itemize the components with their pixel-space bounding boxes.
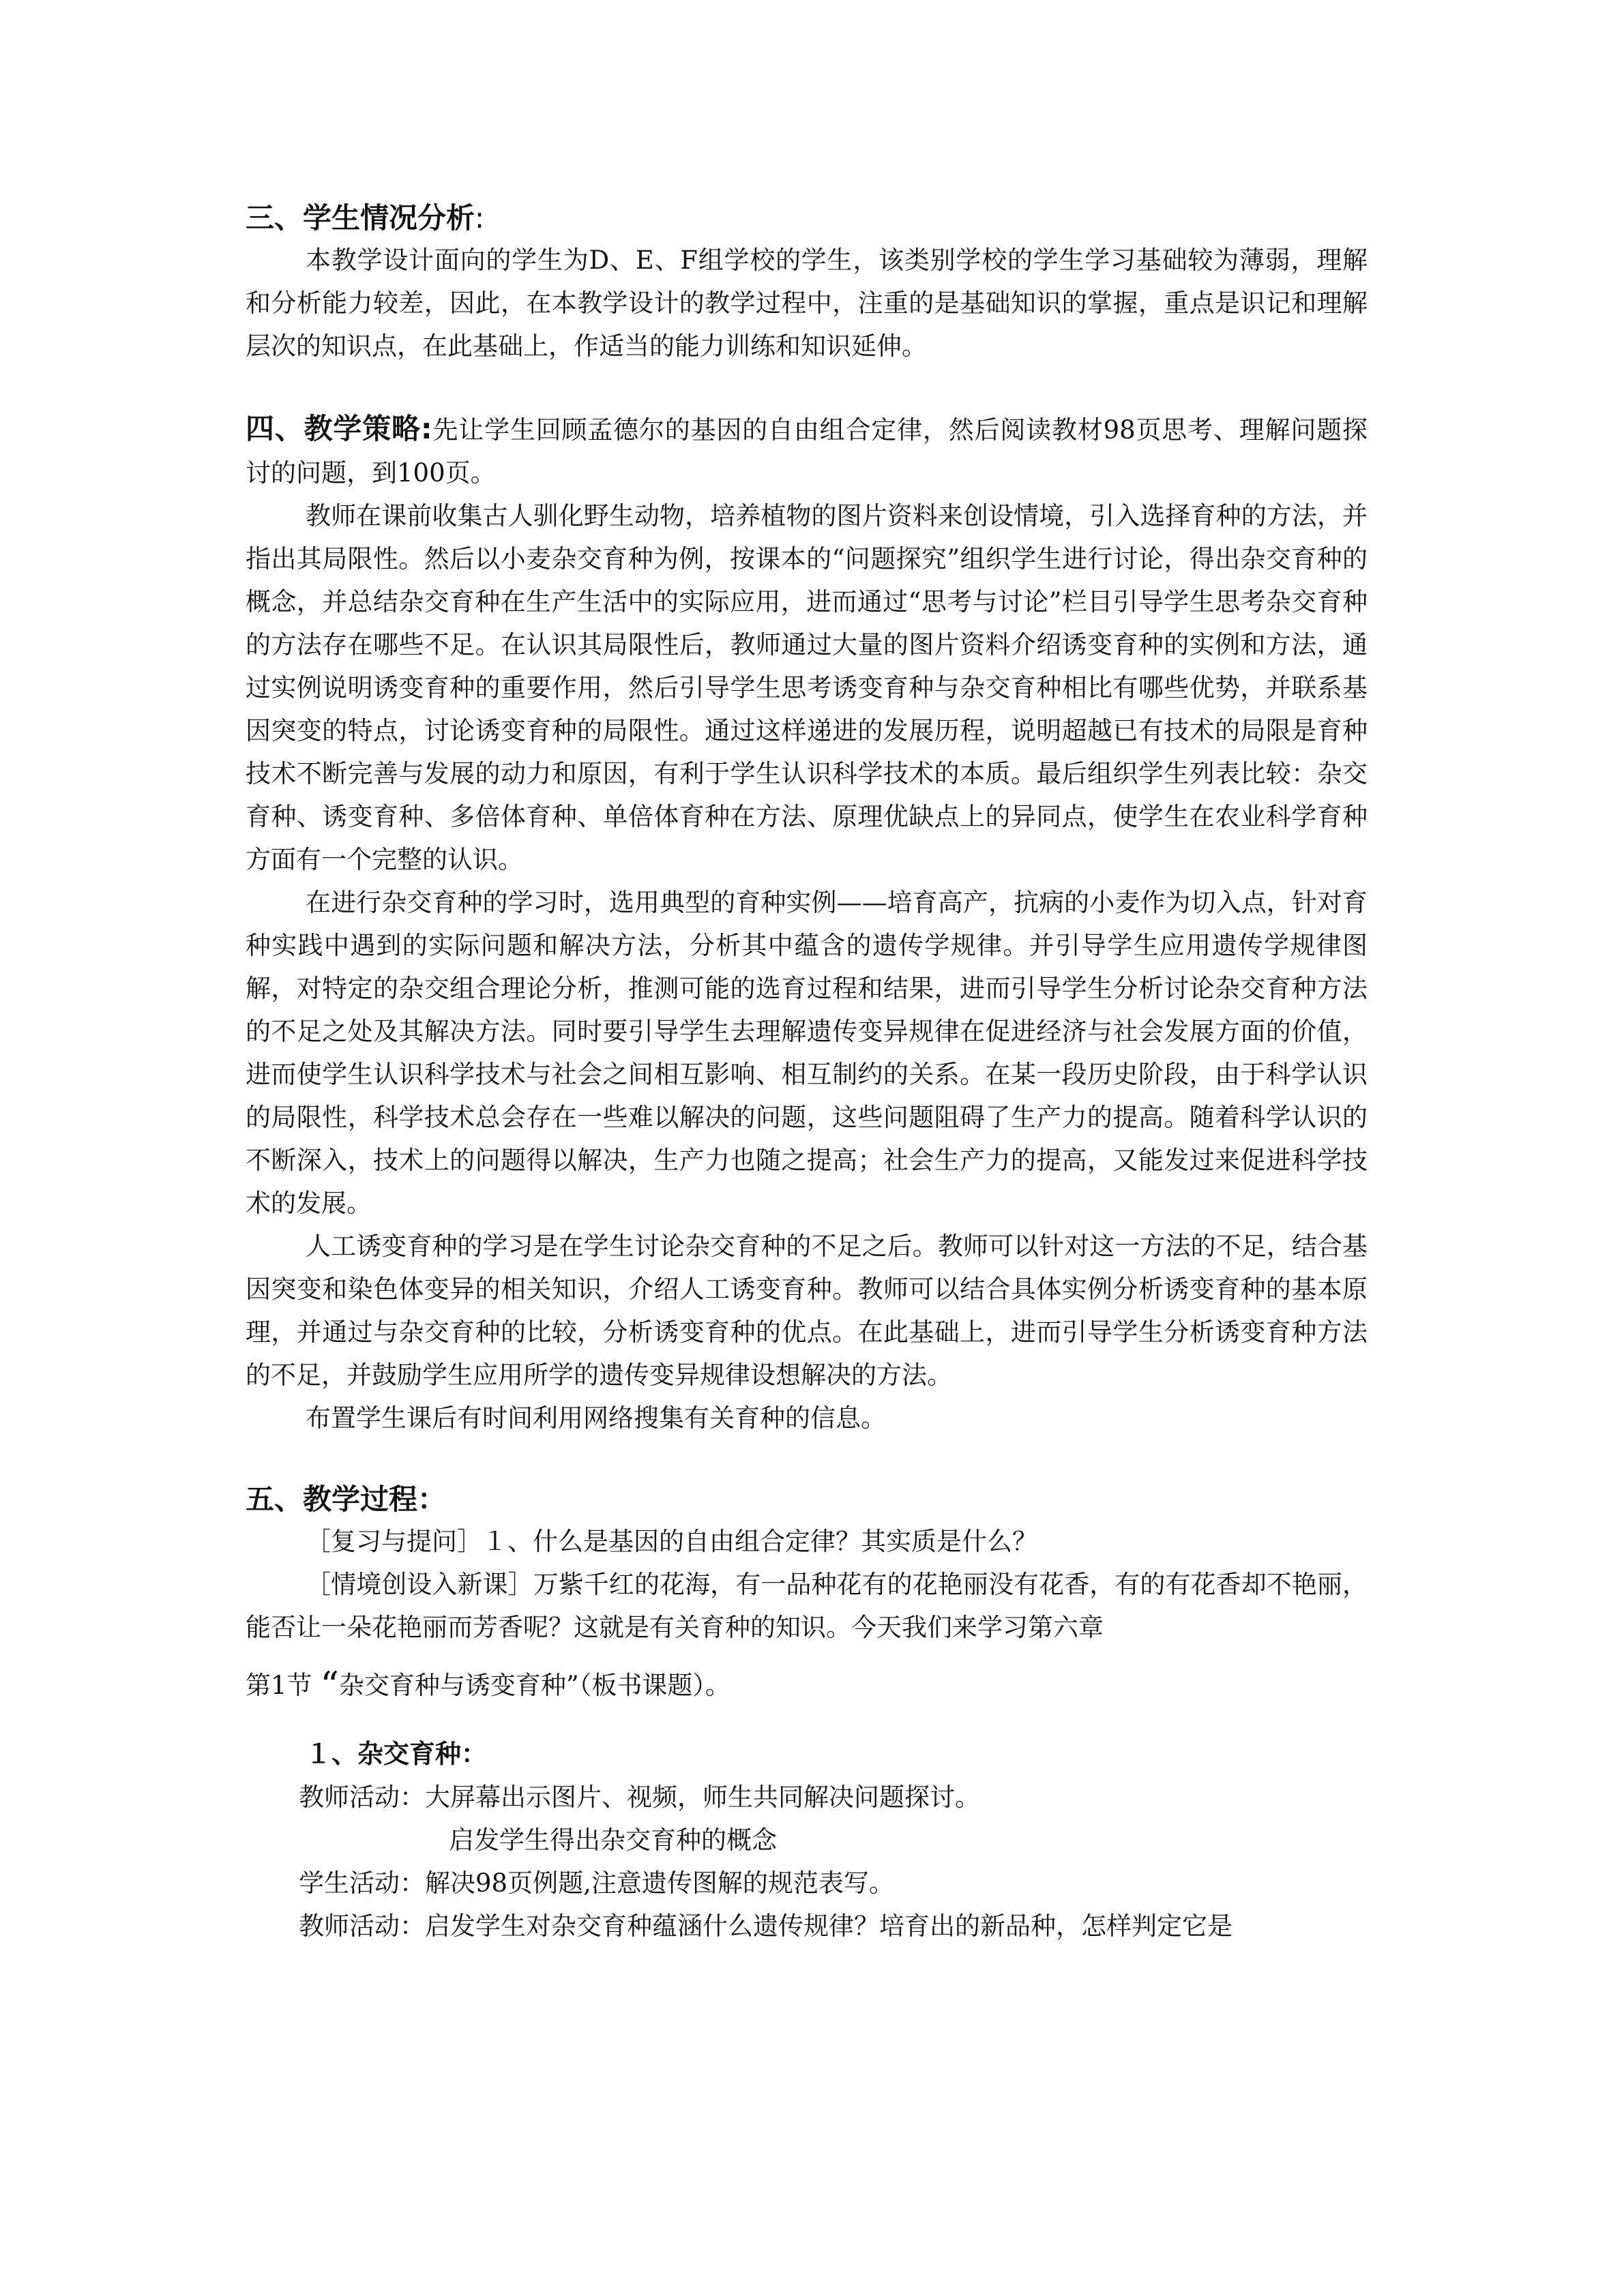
section-5-colon: ： bbox=[417, 1482, 447, 1516]
section-5-title: 五、教学过程 bbox=[246, 1482, 418, 1516]
section-4-colon: : bbox=[420, 412, 432, 445]
strategy-paragraph-1: 教师在课前收集古人驯化野生动物，培养植物的图片资料来创设情境，引入选择育种的方法，并指出其局限性。然后以小麦杂交育种为例，按课本的“问题探究”组织学生进行讨论，得出杂交育种的概念，并总结杂交育种在生产生活中的实际应用，进而通过“思考与讨论”栏目引导学生思考杂交育种的方法存在哪些不足。在认识其局限性后，教师通过大量的图片资料介绍诱变育种的实例和方法，通过实例说明诱变育种的重要作用，然后引导学生思考诱变育种与杂交育种相比有哪些优势，并联系基因突变的特点，讨论诱变育种的局限性。通过这样递进的发展历程，说明超越已有技术的局限是育种技术不断完善与发展的动力和原因，有利于学生认识科学技术的本质。最后组织学生列表比较：杂交育种、诱变育种、多倍体育种、单倍体育种在方法、原理优缺点上的异同点，使学生在农业科学育种方面有一个完整的认识。 bbox=[246, 501, 1368, 874]
chapter-title-line bbox=[246, 1664, 1368, 1707]
teacher-activity-label: 教师活动： bbox=[299, 1911, 425, 1941]
student-activity-text: 解决98页例题,注意遗传图解的规范表写。 bbox=[425, 1868, 894, 1898]
strategy-paragraph-4: 布置学生课后有时间利用网络搜集有关育种的信息。 bbox=[306, 1403, 886, 1433]
document-body bbox=[246, 198, 1368, 1948]
chapter-title: 杂交育种与诱变育种 bbox=[338, 1671, 566, 1700]
strategy-paragraph-2: 在进行杂交育种的学习时，选用典型的育种实例——培育高产，抗病的小麦作为切入点，针对育种实践中遇到的实际问题和解决方法，分析其中蕴含的遗传学规律。并引导学生应用遗传学规律图解，对特定的杂交组合理论分析，推测可能的选育过程和结果，进而引导学生分析讨论杂交育种方法的不足之处及其解决方法。同时要引导学生去理解遗传变异规律在促进经济与社会发展方面的价值，进而使学生认识科学技术与社会之间相互影响、相互制约的关系。在某一段历史阶段，由于科学认识的局限性，科学技术总会存在一些难以解决的问题，这些问题阻碍了生产力的提高。随着科学认识的不断深入，技术上的问题得以解决，生产力也随之提高；社会生产力的提高，又能发过来促进科学技术的发展。 bbox=[246, 888, 1368, 1218]
section-4-title: 四、教学策略 bbox=[246, 412, 421, 445]
chapter-prefix: 第1节 bbox=[246, 1671, 312, 1700]
spacer bbox=[246, 368, 1368, 407]
teacher-activity-text: 启发学生对杂交育种蕴涵什么遗传规律？培育出的新品种，怎样判定它是 bbox=[425, 1911, 1232, 1941]
teacher-activity-label: 教师活动： bbox=[299, 1783, 425, 1812]
student-activity-label: 学生活动： bbox=[299, 1868, 425, 1898]
section-3-heading bbox=[246, 198, 1368, 239]
teacher-activity-1 bbox=[246, 1776, 1368, 1819]
student-activity-1 bbox=[246, 1862, 1368, 1905]
lesson-intro: ［情境创设入新课］万紫千红的花海，有一品种花有的花艳丽没有花香，有的有花香却不艳丽，能否让一朵花艳丽而芳香呢？这就是有关育种的知识。今天我们来学习第六章 bbox=[246, 1570, 1368, 1642]
section-5-heading bbox=[246, 1479, 1368, 1520]
chapter-suffix: ”（板书课题）。 bbox=[565, 1671, 730, 1700]
section-4-lead-paragraph bbox=[246, 407, 1368, 494]
review-question: ［复习与提问］１、什么是基因的自由组合定律？其实质是什么？ bbox=[306, 1527, 1037, 1556]
teacher-activity-1-continued: 启发学生得出杂交育种的概念 bbox=[449, 1825, 777, 1855]
section-4-lead: 先让学生回顾孟德尔的基因的自由组合定律，然后阅读教材98页思考、理解问题探讨的问题，到100页。 bbox=[246, 415, 1368, 488]
section-3-paragraph: 本教学设计面向的学生为D、E、F组学校的学生，该类别学校的学生学习基础较为薄弱，理解和分析能力较差，因此，在本教学设计的教学过程中，注重的是基础知识的掌握，重点是识记和理解层次的知识点，在此基础上，作适当的能力训练和知识延伸。 bbox=[246, 245, 1368, 361]
teacher-activity-2 bbox=[246, 1905, 1368, 1948]
hybrid-breeding-subheading: １、杂交育种： bbox=[306, 1739, 488, 1769]
strategy-paragraph-3: 人工诱变育种的学习是在学生讨论杂交育种的不足之后。教师可以针对这一方法的不足，结合基因突变和染色体变异的相关知识，介绍人工诱变育种。教师可以结合具体实例分析诱变育种的基本原理，并通过与杂交育种的比较，分析诱变育种的优点。在此基础上，进而引导学生分析诱变育种方法的不足，并鼓励学生应用所学的遗传变异规律设想解决的方法。 bbox=[246, 1232, 1368, 1390]
spacer bbox=[246, 1440, 1368, 1479]
section-3-colon: : bbox=[475, 201, 485, 235]
section-3-title: 三、学生情况分析 bbox=[246, 201, 475, 235]
spacer bbox=[246, 1707, 1368, 1733]
chapter-quote-open: “ bbox=[320, 1664, 339, 1707]
teacher-activity-text: 大屏幕出示图片、视频，师生共同解决问题探讨。 bbox=[425, 1783, 980, 1812]
